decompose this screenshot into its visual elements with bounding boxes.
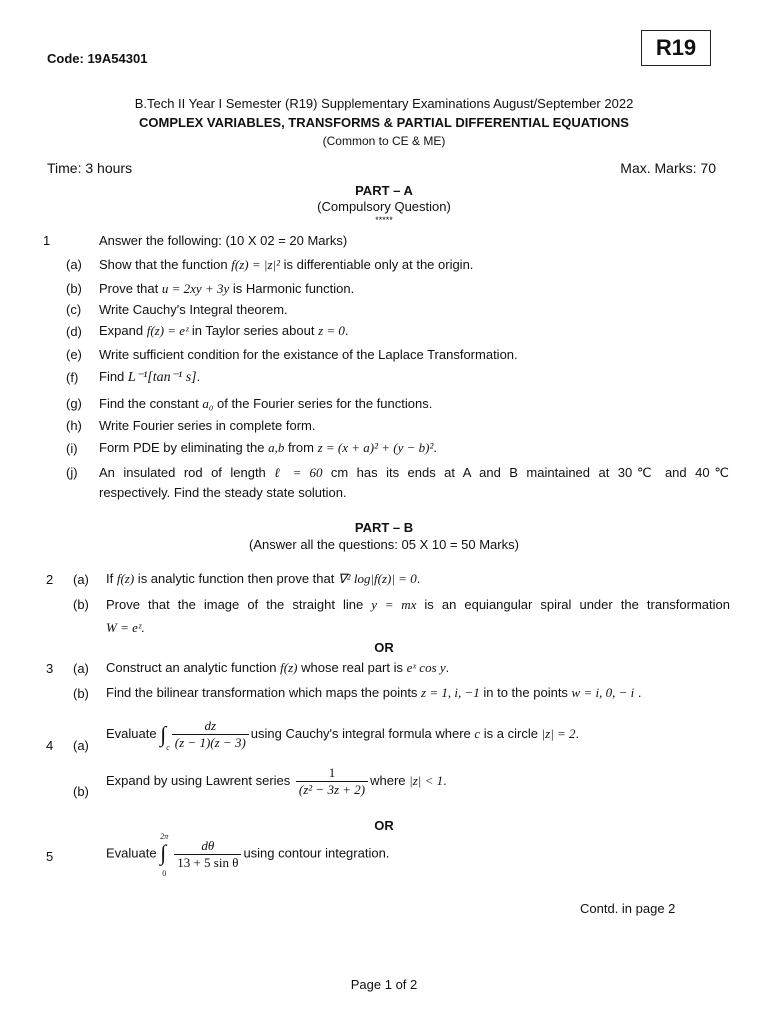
question-number: 3 — [46, 661, 54, 676]
q1e-text: Write sufficient condition for the existance of the Laplace Transformation. — [99, 347, 518, 362]
fraction: $\frac{1}{\text{(z² − 3z + 2)}}$ — [296, 765, 368, 798]
regulation-badge: R19 — [641, 30, 711, 66]
q1h-text: Write Fourier series in complete form. — [99, 418, 316, 433]
item-label: (b) — [73, 686, 89, 701]
q4b-text: Expand by using Lawrent series $\frac{1}{\text{(z² − 3z + 2)}}$ where |z| < 1. — [106, 765, 447, 797]
item-label: (b) — [66, 281, 82, 296]
exam-code: Code: 19A54301 — [47, 51, 148, 66]
q1g-text: Find the constant a₀ of the Fourier series for the functions. — [99, 396, 433, 411]
item-label: (b) — [73, 784, 89, 799]
question-number: 4 — [46, 738, 54, 753]
or-divider: OR — [374, 640, 394, 655]
q3a-text: Construct an analytic function f(z) whose real part is eˣ cos y. — [106, 660, 450, 675]
q1j-continuation: respectively. Find the steady state solution. — [99, 485, 347, 500]
q2b-continuation: W = eᶻ. — [106, 620, 145, 635]
max-marks: Max. Marks: 70 — [620, 160, 716, 176]
part-a-title: PART – A — [355, 183, 413, 198]
or-divider: OR — [374, 818, 394, 833]
question-number: 5 — [46, 849, 54, 864]
continued-note: Contd. in page 2 — [580, 901, 676, 916]
q1b-text: Prove that u = 2xy + 3y is Harmonic function. — [99, 281, 355, 296]
part-a-subtitle: (Compulsory Question) — [317, 199, 451, 214]
question-number: 1 — [43, 233, 51, 248]
q1i-text: Form PDE by eliminating the a,b from z = (x + a)² + (y − b)². — [99, 440, 437, 455]
item-label: (b) — [73, 597, 89, 612]
question-number: 2 — [46, 572, 54, 587]
item-label: (a) — [73, 661, 89, 676]
fraction: $\frac{d\theta}{\text{13 + 5 sin θ}}$ — [174, 838, 241, 871]
stars-divider: ***** — [375, 215, 393, 225]
item-label: (i) — [66, 441, 78, 456]
q2b-text: Prove that the image of the straight line y = mx is an equiangular spiral under the transformation — [106, 597, 730, 612]
item-label: (j) — [66, 465, 78, 480]
common-note: (Common to CE & ME) — [322, 134, 446, 148]
part-b-subtitle: (Answer all the questions: 05 X 10 = 50 Marks) — [249, 537, 519, 552]
item-label: (c) — [66, 302, 82, 317]
time-label: Time: 3 hours — [47, 160, 133, 176]
item-label: (a) — [73, 572, 89, 587]
item-label: (a) — [73, 738, 89, 753]
q1j-text: An insulated rod of length ℓ = 60 cm has its ends at A and B maintained at 30℃ and 40℃ — [99, 465, 729, 480]
q2a-text: If f(z) is analytic function then prove that ∇² log|f(z)| = 0. — [106, 571, 421, 586]
q4a-text: Evaluate $\int_c$ $\frac{dz}{(z - 1)(z - 3)}$ using Cauchy's integral formula where c is a circle |z| = 2. — [106, 718, 580, 752]
q5-text: Evaluate 2π ∫ 0 $\frac{d\theta}{\text{13 + 5 sin θ}}$ using contour integration. — [106, 832, 390, 878]
item-label: (h) — [66, 418, 82, 433]
page-footer: Page 1 of 2 — [350, 977, 418, 992]
integral-sign: ∫ — [160, 721, 167, 747]
exam-title: B.Tech II Year I Semester (R19) Supplementary Examinations August/September 2022 — [134, 96, 634, 111]
q1f-text: Find L⁻¹[tan⁻¹ s]. — [99, 369, 201, 385]
item-label: (d) — [66, 324, 82, 339]
item-label: (f) — [66, 370, 79, 385]
q1-intro: Answer the following: (10 X 02 = 20 Marks) — [99, 233, 348, 248]
q3b-text: Find the bilinear transformation which maps the points z = 1, i, −1 in to the points w = i, 0, − i . — [106, 685, 642, 700]
fraction: $\frac{dz}{(z - 1)(z - 3)}$ — [172, 718, 249, 751]
definite-integral: 2π ∫ 0 — [160, 832, 169, 878]
item-label: (g) — [66, 396, 82, 411]
q1d-text: Expand f(z) = eᶻ in Taylor series about z = 0. — [99, 323, 349, 338]
q1a-text: Show that the function f(z) = |z|² is differentiable only at the origin. — [99, 257, 474, 272]
item-label: (e) — [66, 347, 82, 362]
subject-title: COMPLEX VARIABLES, TRANSFORMS & PARTIAL DIFFERENTIAL EQUATIONS — [139, 115, 629, 130]
part-b-title: PART – B — [354, 520, 414, 535]
item-label: (a) — [66, 257, 82, 272]
q1c-text: Write Cauchy's Integral theorem. — [99, 302, 288, 317]
